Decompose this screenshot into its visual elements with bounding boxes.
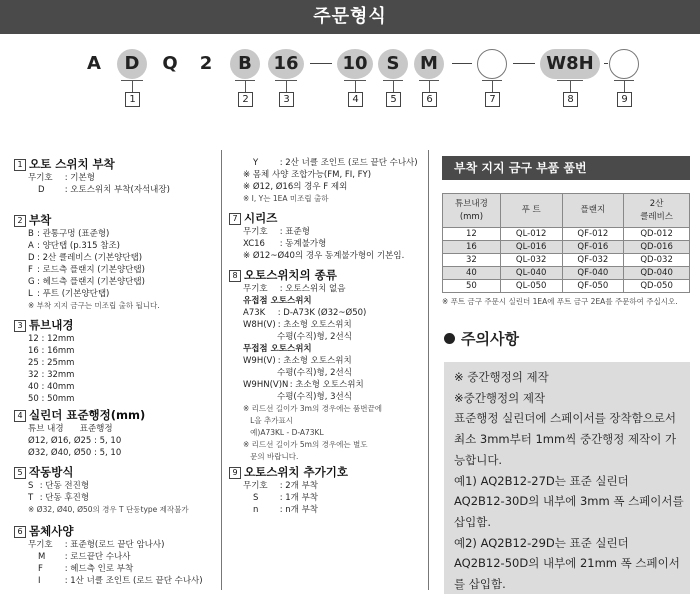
code-char-body: M bbox=[414, 49, 444, 79]
table-cell: QD-016 bbox=[624, 241, 690, 254]
caution-line: ※ 중간행정의 제작 bbox=[454, 370, 549, 384]
section-2: 2 부착 B : 관통구멍 (표준형) A : 양단탭 (p.315 참조) D : 2산 클레비스 (기본양단탭) F : 로드측 플랜지 (기본양단탭) G : 헤드측 플랜지 (기본양단탭) L : 푸트 (기본양단탭) ※ 부착 지지 금구는 미조립 출하 됩니다. bbox=[14, 213, 160, 312]
table-cell: QL-016 bbox=[500, 241, 562, 254]
table-header-cell: 푸 트 bbox=[500, 194, 562, 228]
table-row bbox=[443, 280, 690, 293]
table-cell: QF-016 bbox=[562, 241, 624, 254]
code-dash bbox=[310, 63, 332, 64]
table-cell: QD-032 bbox=[624, 254, 690, 267]
code-char-switch: W8H bbox=[540, 49, 600, 79]
table-cell: QD-050 bbox=[624, 280, 690, 293]
code-number-box: 5 bbox=[386, 92, 401, 107]
table-cell: 40 bbox=[443, 267, 501, 280]
section-6: 6 몸체사양 무기호 : 표준형(로드 끝단 암나사) M : 로드끝단 수나사 F : 헤드측 인로 부착 I : 1산 너클 조인트 (로드 끝단 수나사) bbox=[14, 524, 203, 587]
code-char-a: A bbox=[87, 53, 101, 74]
code-number-box: 1 bbox=[125, 92, 140, 107]
section-5: 5 작동방식 S : 단동 전진형 T : 단동 후진형 ※ Ø32, Ø40, Ø50의 경우 T 단동type 제작불가 bbox=[14, 465, 189, 516]
caution-line: 를 삽입함. bbox=[454, 577, 506, 592]
section-heading: 1 오토 스위치 부착 bbox=[14, 157, 170, 172]
caution-line: 최소 3mm부터 1mm씩 중간행정 제작이 가 bbox=[454, 432, 677, 447]
column-divider bbox=[221, 150, 222, 590]
table-cell: QF-050 bbox=[562, 280, 624, 293]
code-number-box: 2 bbox=[238, 92, 253, 107]
table-cell: QL-012 bbox=[500, 228, 562, 241]
code-char-autoswitch: D bbox=[117, 49, 147, 79]
table-row bbox=[443, 241, 690, 254]
caution-heading: 주의사항 bbox=[444, 328, 519, 349]
code-dash bbox=[513, 63, 535, 64]
section-9: 9 오토스위치 추가기호 무기호 : 2개 부착 S : 1개 부착 n : n개 부착 bbox=[229, 465, 348, 516]
caution-line: 표준행정 실린더에 스페이서를 장착함으로서 bbox=[454, 411, 677, 426]
parts-table bbox=[442, 193, 690, 293]
caution-line: 예1) AQ2B12-27D는 표준 실린더 bbox=[454, 473, 629, 488]
table-cell: QD-040 bbox=[624, 267, 690, 280]
code-number-box: 7 bbox=[485, 92, 500, 107]
code-number-box: 8 bbox=[563, 92, 578, 107]
table-cell: 16 bbox=[443, 241, 501, 254]
caution-line: 삽입함. bbox=[454, 514, 491, 529]
table-row bbox=[443, 228, 690, 241]
code-char-stroke: 10 bbox=[337, 49, 373, 79]
section-1: 1 오토 스위치 부착 무기호 : 기본형 D : 오토스위치 부착(자석내장) bbox=[14, 157, 170, 196]
code-char-series bbox=[477, 49, 507, 79]
parts-table-note: ※ 푸트 금구 주문시 실린더 1EA에 푸트 금구 2EA를 주문하여 주십시오. bbox=[442, 297, 678, 306]
caution-line: 예2) AQ2B12-29D는 표준 실린더 bbox=[454, 535, 629, 550]
code-char-q: Q bbox=[162, 53, 178, 74]
code-char-mount: B bbox=[230, 49, 260, 79]
table-cell: QL-032 bbox=[500, 254, 562, 267]
code-char-2: 2 bbox=[199, 53, 213, 74]
table-row bbox=[443, 267, 690, 280]
table-header-cell: 튜브내경 (mm) bbox=[443, 194, 501, 228]
caution-line: ※중간행정의 제작 bbox=[454, 390, 546, 405]
table-header-cell: 플랜지 bbox=[562, 194, 624, 228]
code-number-box: 6 bbox=[422, 92, 437, 107]
table-cell: QL-050 bbox=[500, 280, 562, 293]
table-cell: QF-012 bbox=[562, 228, 624, 241]
caution-line: AQ2B12-30D의 내부에 3mm 폭 스페이서를 bbox=[454, 494, 684, 509]
section-8: 8 오토스위치의 종류 무기호 : 오토스위치 없음 유접점 오토스위치 A73K : D-A73K (Ø32~Ø50) W8H(V) : 초소형 오토스위치 수평(수직)형, 2선식 무접점 오토스위치 W9H(V) : 초소형 오토스위치 수평(수직)형, 2선식 W9HN(V)N : 초소형 오토스위치 수평(수직)형, 3선식 ※ 리드선 길이가 3m의 경우에는 품번끝에 L을 추가표시 예)A73KL - D-A73KL ※ 리드선 길이가 5m의 경우에는 별도 문의 바랍니다. bbox=[229, 268, 382, 463]
bullet-icon bbox=[444, 333, 455, 344]
table-row bbox=[443, 254, 690, 267]
table-cell: 32 bbox=[443, 254, 501, 267]
section-6-continued: Y : 2산 너클 조인트 (로드 끝단 수나사) ※ 몸체 사양 조합가능(FM, FI, FY) ※ Ø12, Ø16의 경우 F 제외 ※ I, Y는 1EA 미조립 출하 bbox=[243, 158, 418, 203]
code-char-qty bbox=[609, 49, 639, 79]
code-char-action: S bbox=[378, 49, 408, 79]
code-number-box: 9 bbox=[617, 92, 632, 107]
code-dash bbox=[452, 63, 472, 64]
table-header-cell: 2산 클레비스 bbox=[624, 194, 690, 228]
code-char-bore: 16 bbox=[268, 49, 304, 79]
section-7: 7 시리즈 무기호 : 표준형 XC16 : 동계불가형 ※ Ø12~Ø40의 경우 동계불가형이 기본임. bbox=[229, 211, 404, 262]
table-cell: QF-032 bbox=[562, 254, 624, 267]
section-3: 3 튜브내경 12 : 12mm 16 : 16mm 25 : 25mm 32 : 32mm 40 : 40mm 50 : 50mm bbox=[14, 318, 74, 405]
caution-box bbox=[444, 362, 690, 594]
caution-line: AQ2B12-50D의 내부에 21mm 폭 스페이서 bbox=[454, 556, 680, 571]
column-divider bbox=[428, 150, 429, 590]
section-4: 4 실린더 표준행정(mm) 튜브 내경 표준행정 Ø12, Ø16, Ø25 : 5, 10 Ø32, Ø40, Ø50 : 5, 10 bbox=[14, 408, 145, 459]
table-cell: 12 bbox=[443, 228, 501, 241]
parts-table-title: 부착 지지 금구 부품 품번 bbox=[442, 156, 690, 180]
code-dash bbox=[604, 63, 608, 64]
caution-line: 능합니다. bbox=[454, 452, 503, 467]
table-cell: QF-040 bbox=[562, 267, 624, 280]
table-cell: 50 bbox=[443, 280, 501, 293]
code-number-box: 3 bbox=[279, 92, 294, 107]
page-title: 주문형식 bbox=[0, 0, 700, 34]
table-cell: QL-040 bbox=[500, 267, 562, 280]
code-number-box: 4 bbox=[348, 92, 363, 107]
table-cell: QD-012 bbox=[624, 228, 690, 241]
table-header-row bbox=[443, 194, 690, 228]
